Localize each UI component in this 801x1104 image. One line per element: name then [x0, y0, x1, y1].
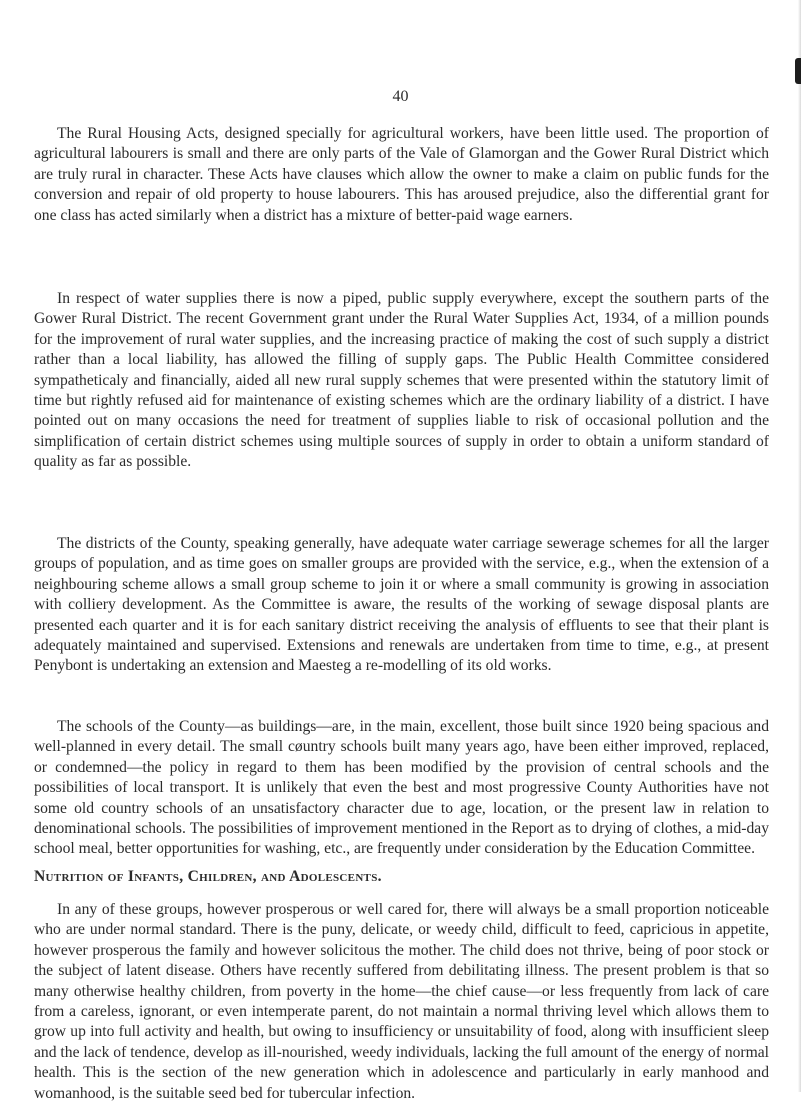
page-number: 40: [392, 88, 409, 105]
paragraph-water-supplies: In respect of water supplies there is now a piped, public supply everywhere, except the southern parts of the Gower Rural District. The recent Government grant under the Rural Water Supplies Act, 1934, of a million pounds for the improvement of rural water supplies, and the increasing practice of making the cost of such supply a district rather than a local liability, has allowed the filling of supply gaps. The Public Health Committee considered sympatheticaly and financially, aided all new rural supply schemes that were presented within the statutory limit of time but rightly refused aid for maintenance of existing schemes which are the ordinary liability of a district. I have pointed out on many occasions the need for treatment of supplies liable to risk of occasional pollution and the simplification of certain district schemes using multiple sources of supply in order to obtain a uniform standard of quality as far as possible.: [34, 290, 769, 471]
paragraph-nutrition: In any of these groups, however prosperous or well cared for, there will always be a small proportion noticeable who are under normal standard. There is the puny, delicate, or weedy child, difficult to feed, capricious in appetite, however prosperous the family and however solicitous the mother. The child does not thrive, being of poor stock or the subject of latent disease. Others have recently suffered from debilitating illness. The present problem is that so many otherwise healthy children, from poverty in the home—the chief cause—or less frequently from lack of care from a careless, ignorant, or even intemperate parent, do not maintain a normal thriving level which allows them to grow up into full activity and health, but owing to insufficiency or unsuitability of food, along with insufficient sleep and the lack of tendence, develop as ill-nourished, weedy individuals, lacking the full amount of the energy of normal health. This is the section of the new generation which in adolescence and particularly in early manhood and womanhood, is the suitable seed bed for tubercular infection.: [34, 901, 769, 1102]
paragraph-rural-housing: The Rural Housing Acts, designed specially for agricultural workers, have been little used. The proportion of agricultural labourers is small and there are only parts of the Vale of Glamorgan and the Gower Rural District which are truly rural in character. These Acts have clauses which allow the owner to make a claim on public funds for the conversion and repair of old property to house labourers. This has aroused prejudice, also the differential grant for one class has acted similarly when a district has a mixture of better-paid wage earners.: [34, 125, 769, 224]
page-edge-mark: [795, 58, 801, 84]
paragraph-schools: The schools of the County—as buildings—are, in the main, excellent, those built since 1920 being spacious and well-planned in every detail. The small cøuntry schools built many years ago, have been either improved, replaced, or condemned—the policy in regard to them has been modified by the provision of central schools and the possibilities of local transport. It is unlikely that even the best and most progressive County Authorities have not some old country schools of an unsatisfactory character due to age, location, or the present law in relation to denominational schools. The possibilities of improvement mentioned in the Report as to drying of clothes, a mid-day school meal, better opportunities for washing, etc., are frequently under consideration by the Education Committee.: [34, 718, 769, 858]
section-heading-nutrition: Nutrition of Infants, Children, and Adolescents.: [34, 868, 382, 885]
paragraph-sewerage: The districts of the County, speaking generally, have adequate water carriage sewerage schemes for all the larger groups of population, and as time goes on smaller groups are provided with the service, e.g., when the extension of a neighbouring scheme allows a small group scheme to join it or where a small community is growing in association with colliery development. As the Committee is aware, the results of the working of sewage disposal plants are presented each quarter and it is for each sanitary district receiving the analysis of effluents to see that their plant is adequately maintained and supervised. Extensions and renewals are undertaken from time to time, e.g., at present Penybont is undertaking an extension and Maesteg a re-modelling of its old works.: [34, 535, 769, 675]
